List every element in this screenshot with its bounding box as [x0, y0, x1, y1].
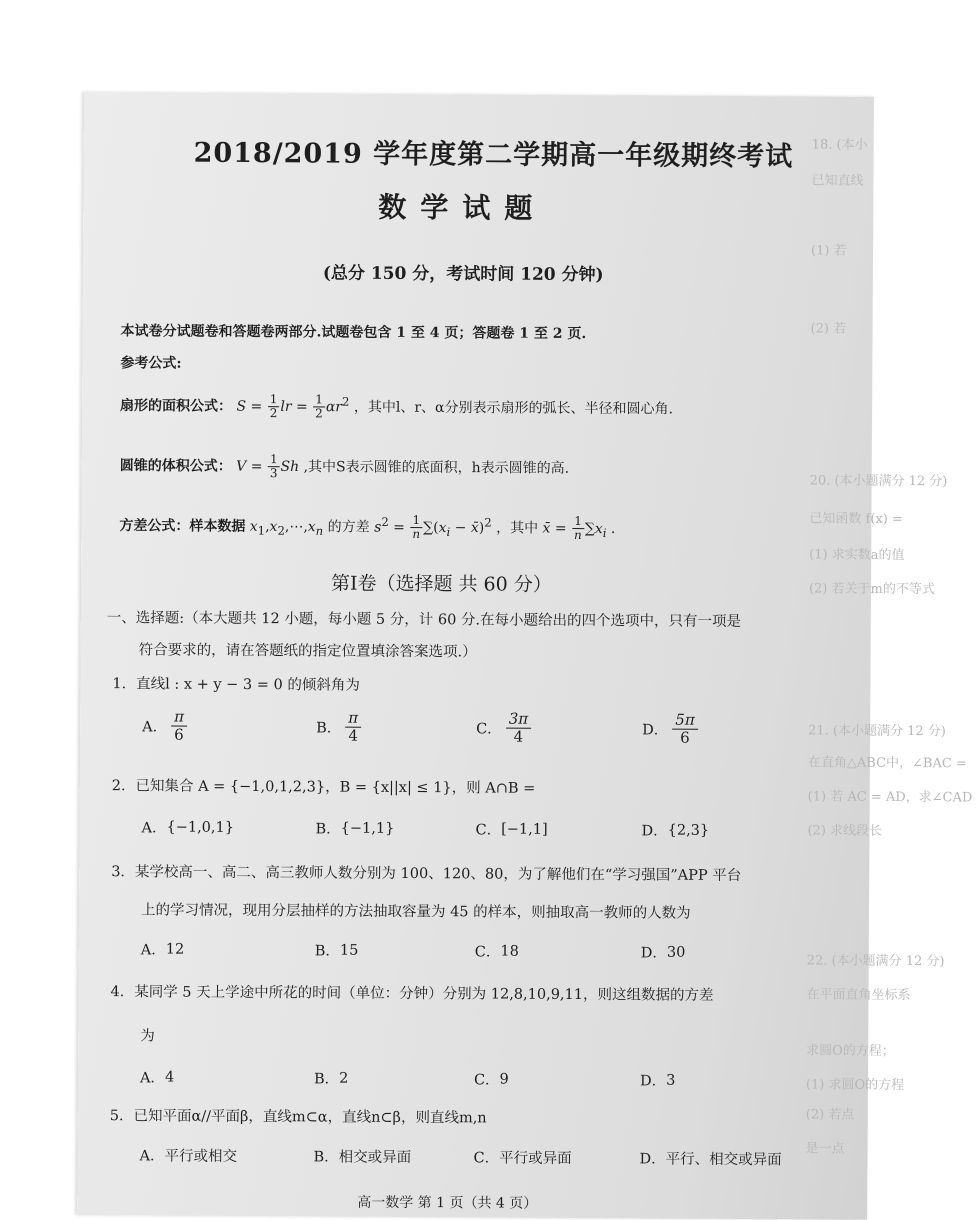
ghost-line: (2) 若关于m的不等式: [808, 581, 935, 598]
variance-formula-label: 方差公式：样本数据: [119, 517, 246, 535]
ghost-line: 已知直线: [811, 173, 864, 189]
sector-formula: 扇形的面积公式： S = $\frac{1}{2}$ lr = $\frac{1}{2}$ $\alpha r^2$ ，其中l、r、α分别表示扇形的弧长、半径和圆心角.: [120, 392, 674, 421]
question-2-option-d: D． {2,3}: [641, 822, 710, 840]
question-5-stem: 5．已知平面α//平面β，直线m⊂α，直线n⊂β，则直线m,n: [109, 1108, 487, 1127]
question-1-option-c: C． 3π 4: [476, 710, 531, 746]
exam-subtitle: 数学试题: [378, 190, 547, 225]
ghost-line: (2) 若: [810, 321, 847, 337]
question-3-option-c: C． 18: [474, 943, 519, 961]
ghost-line: (1) 求实数a的值: [809, 547, 905, 564]
ghost-line: 21. (本小题满分 12 分): [808, 723, 946, 740]
exam-paper: [77, 92, 973, 1220]
ghost-line: 22. (本小题满分 12 分): [806, 953, 945, 970]
part-title: 第Ⅰ卷（选择题 共 60 分）: [330, 572, 552, 596]
question-2-option-a: A． {−1,0,1}: [141, 819, 235, 837]
intro-text: 本试卷分试题卷和答题卷两部分.试题卷包含 1 至 4 页；答题卷 1 至 2 页.: [120, 323, 587, 343]
ghost-line: (1) 若 AC = AD，求∠CAD: [807, 789, 973, 806]
question-1-stem: 1．直线l : x + y − 3 = 0 的倾斜角为: [112, 676, 360, 694]
question-2-option-b: B． {−1,1}: [315, 820, 395, 838]
question-5-option-a: A． 平行或相交: [139, 1148, 238, 1165]
cone-formula-desc: ,其中S表示圆锥的底面积，h表示圆锥的高.: [303, 459, 570, 477]
question-4-option-d: D． 3: [639, 1072, 676, 1090]
ghost-line: 18. (本小: [811, 137, 868, 153]
question-2-option-c: C． [−1,1]: [475, 821, 548, 839]
cone-formula-label: 圆锥的体积公式：: [119, 457, 232, 475]
question-3-stem: 3．某学校高一、高二、高三教师人数分别为 100、120、80，为了解他们在“学习强国”APP 平台: [111, 864, 742, 885]
question-4-option-a: A． 4: [139, 1069, 175, 1087]
variance-formula-suffix: ，其中: [496, 520, 539, 537]
ghost-line: (2) 若点: [805, 1107, 855, 1123]
ghost-line: 已知函数 f(x) =: [809, 511, 903, 528]
ghost-line: (2) 求线段长: [807, 823, 883, 839]
ghost-line: 在平面直角坐标系: [806, 987, 911, 1004]
ghost-line: (1) 求圆O的方程: [805, 1077, 905, 1094]
question-4-option-c: C． 9: [473, 1071, 509, 1089]
question-1-option-b: B． π 4: [316, 709, 361, 745]
variance-formula-mid: 的方差: [327, 519, 370, 536]
bleed-through-text: [797, 96, 973, 1219]
question-1-option-d: D． 5π 6: [642, 711, 698, 747]
exam-meta: (总分 150 分，考试时间 120 分钟): [322, 263, 604, 286]
question-5-option-c: C． 平行或异面: [473, 1150, 572, 1167]
question-3-option-a: A． 12: [140, 941, 185, 959]
question-3-stem-line2: 上的学习情况，现用分层抽样的方法抽取容量为 45 的样本，则抽取高一教师的人数为: [140, 902, 691, 922]
question-5-option-b: B． 相交或异面: [313, 1149, 412, 1167]
question-3-option-d: D． 30: [640, 944, 686, 962]
question-2-stem: 2．已知集合 A = {−1,0,1,2,3}，B = {x||x| ≤ 1}，则 A∩B =: [111, 778, 536, 797]
ghost-line: (1) 若: [810, 243, 847, 259]
sector-formula-label: 扇形的面积公式：: [120, 397, 233, 415]
question-5-option-d: D． 平行、相交或异面: [639, 1151, 782, 1169]
sector-formula-desc: ，其中l、r、α分别表示扇形的弧长、半径和圆心角.: [353, 399, 674, 418]
question-4-stem-line2: 为: [140, 1028, 155, 1045]
ghost-line: 在直角△ABC中，∠BAC =: [807, 755, 967, 772]
section-instructions-line1: 一、选择题:（本大题共 12 小题，每小题 5 分，计 60 分.在每小题给出的四个选项中，只有一项是: [106, 610, 742, 631]
question-4-stem: 4．某同学 5 天上学途中所花的时间（单位：分钟）分别为 12,8,10,9,11，则这组数据的方差: [110, 984, 714, 1004]
question-3-option-b: B． 15: [314, 942, 359, 960]
question-4-option-b: B． 2: [313, 1070, 349, 1088]
reference-heading: 参考公式:: [120, 355, 182, 372]
section-instructions-line2: 符合要求的，请在答题纸的指定位置填涂答案选项.）: [138, 642, 477, 661]
cone-formula: 圆锥的体积公式： V = $\frac{1}{3}$ Sh ,其中S表示圆锥的底面积，h表示圆锥的高.: [119, 452, 570, 481]
variance-formula: 方差公式：样本数据 $x_1,x_2,\cdots,x_n$ 的方差 $s^2$ = $\frac{1}{n}$ $\sum(x_i$ − x̄)$^2$ ，其中 x̄ = $\frac{1}{n}$ $\sum x_i$ .: [119, 513, 616, 543]
page-footer: 高一数学 第 1 页（共 4 页）: [357, 1194, 538, 1212]
ghost-line: 是一点: [805, 1141, 845, 1157]
question-1-option-a: A． π 6: [142, 708, 187, 744]
exam-title: 2018/2019 学年度第二学期高一年级期终考试: [193, 137, 794, 173]
ghost-line: 20. (本小题满分 12 分): [809, 473, 948, 490]
ghost-line: 求圆O的方程；: [806, 1043, 895, 1059]
